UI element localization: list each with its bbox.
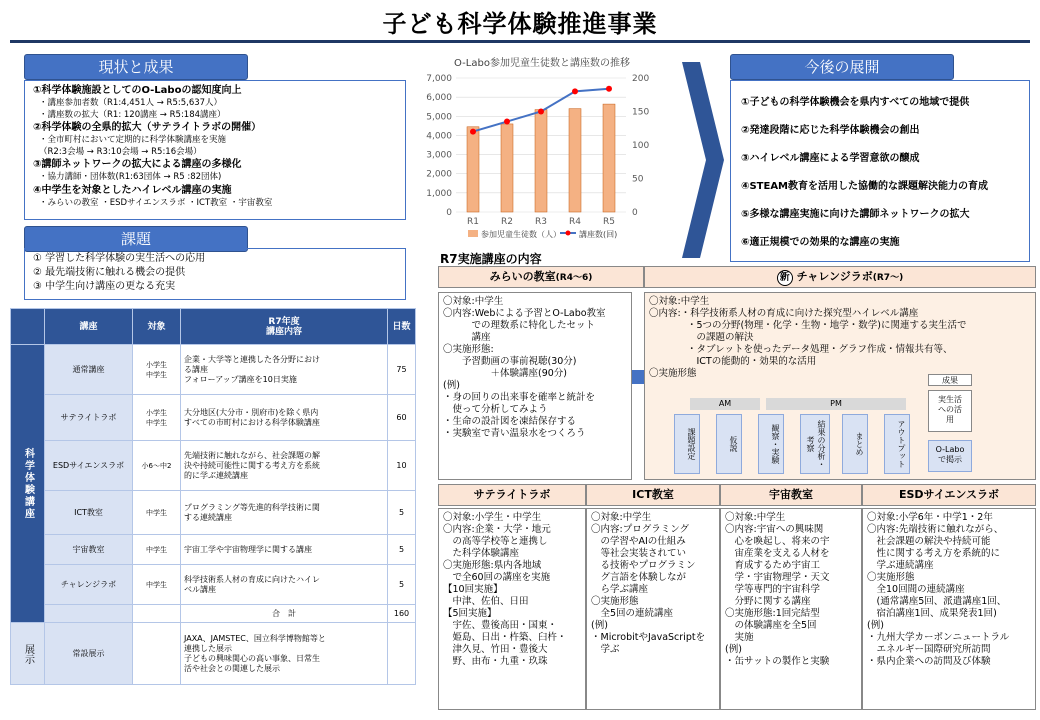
step-box: まとめ [842, 414, 868, 474]
status-line: ・全市町村において定期的に科学体験講座を実施 [39, 135, 227, 145]
y2-tick-label: 200 [632, 74, 650, 84]
table-cell-target: 小学生 中学生 [133, 345, 181, 395]
y-tick-label: 3,000 [426, 150, 452, 161]
future-item: ①子どもの科学体験機会を県内すべての地域で提供 [741, 97, 970, 108]
line-point [470, 129, 476, 135]
chart [412, 52, 672, 248]
y-tick-label: 4,000 [426, 131, 452, 142]
y2-tick-label: 150 [632, 107, 650, 118]
challenge-period: (R7～) [872, 273, 904, 283]
outcome-box: 実生活への活用 [928, 390, 972, 432]
table-cell-name: ICT教室 [45, 491, 133, 535]
table-row [11, 565, 416, 605]
table-header: 講座 [45, 309, 133, 345]
step-box: アウトプット [884, 414, 910, 474]
step-box: 観察・実験 [758, 414, 784, 474]
status-box [24, 80, 406, 220]
page-title: 子ども科学体験推進事業 [382, 10, 658, 38]
table-row [11, 395, 416, 441]
category-label: 展示 [11, 623, 45, 685]
line-point [504, 119, 510, 125]
status-line: ・講座参加者数（R1:4,451人 → R5:5,637人） [39, 98, 223, 108]
future-item: ③ハイレベル講座による学習意欲の醸成 [741, 153, 920, 164]
category-label: 科学体験講座 [11, 345, 45, 623]
future-item: ④STEAM教育を活用した協働的な課題解決能力の育成 [741, 181, 989, 192]
space-header: 宇宙教室 [720, 484, 862, 506]
legend-label: 講座数(回) [579, 230, 618, 239]
status-header: 現状と成果 [24, 54, 248, 80]
table-cell-name: ESDサイエンスラボ [45, 441, 133, 491]
bar [467, 127, 479, 212]
bar [535, 110, 547, 212]
line-point [538, 109, 544, 115]
status-line: ・みらいの教室 ・ESDサイエンスラボ ・ICT教室 ・宇宙教室 [39, 197, 273, 208]
challenge-body: 〇対象:中学生 〇内容:・科学技術系人材の育成に向けた探究型ハイレベル講座 ・5つの分野(物理・化学・生物・地学・数学)に関連する実生活で の課題の解決 ・タブレットを使ったデータ処理・グラフ作成・情報共有等、 ICTの能動的・効果的な活用 〇実施形態 [644, 292, 1036, 480]
table-corner [11, 309, 45, 345]
am-label: AM [690, 398, 760, 410]
table-cell-content: 大分地区(大分市・別府市)を除く県内 すべての市町村における科学体験講座 [181, 395, 388, 441]
table-header: 日数 [388, 309, 416, 345]
table-cell-target: 小学生 中学生 [133, 395, 181, 441]
future-box [730, 80, 1030, 262]
y2-tick-label: 0 [632, 208, 638, 218]
table-cell-name: 宇宙教室 [45, 535, 133, 565]
status-line: ・協力講師・団体数(R1:63団体 → R5 :82団体) [39, 172, 222, 182]
challenge-title: チャレンジラボ [796, 270, 873, 283]
y-tick-label: 7,000 [426, 74, 452, 84]
y2-tick-label: 50 [632, 174, 644, 185]
status-line: ①科学体験施設としてのO-Laboの認知度向上 [33, 85, 242, 96]
y-tick-label: 5,000 [426, 112, 452, 123]
status-line: ②科学体験の全県的拡大（サテライトラボの開催） [33, 122, 262, 133]
table-cell-days: 60 [388, 395, 416, 441]
table-cell-content: 科学技術系人材の育成に向けたハイレ ベル講座 [181, 565, 388, 605]
challenge-header [644, 266, 1036, 288]
y-tick-label: 6,000 [426, 93, 452, 104]
table-total-row [11, 605, 416, 623]
future-header: 今後の展開 [730, 54, 954, 80]
table-cell-name: 通常講座 [45, 345, 133, 395]
arrow-right-icon [680, 60, 726, 260]
table-row [11, 535, 416, 565]
r7-table [10, 308, 416, 685]
table-cell-content: 先端技術に触れながら、社会課題の解 決や持続可能性に関する考え方を系統 的に学ぶ連続講座 [181, 441, 388, 491]
bar [603, 104, 615, 212]
future-item: ⑤多様な講座実施に向けた講師ネットワークの拡大 [741, 209, 970, 220]
table-cell-days: 5 [388, 565, 416, 605]
mirai-title: みらいの教室 [489, 270, 556, 283]
mirai-period: (R4～6) [555, 273, 593, 283]
chart-title: O-Labo参加児童生徒数と講座数の推移 [454, 58, 630, 69]
y-tick-label: 1,000 [426, 188, 452, 199]
x-tick-label: R2 [501, 217, 513, 227]
table-cell-target: 小6～中2 [133, 441, 181, 491]
y2-tick-label: 100 [632, 141, 650, 151]
table-row [11, 491, 416, 535]
table-cell-target: 中学生 [133, 565, 181, 605]
mirai-body: 〇対象:中学生 〇内容:Webによる予習とO-Labo教室 での理数系に特化したセット 講座 〇実施形態: 予習動画の事前視聴(30分) ＋体験講座(90分) (例) ・身の回りの出来事を確率と統計を 使って分析してみよう ・生命の設計図を凍結保存する ・実験室で青い温泉水をつくろう [438, 292, 632, 480]
table-row [11, 441, 416, 491]
table-header: 対象 [133, 309, 181, 345]
table-cell-content: プログラミング等先進的科学技術に関 する連続講座 [181, 491, 388, 535]
step-box: 仮説 [716, 414, 742, 474]
issues-header: 課題 [24, 226, 248, 252]
legend-label: 参加児童生徒数（人） [481, 230, 561, 239]
bar [569, 109, 581, 212]
issue-item: ② 最先端技術に触れる機会の提供 [33, 267, 186, 278]
future-item: ⑥適正規模での効果的な講座の実施 [741, 237, 900, 248]
issue-item: ③ 中学生向け講座の更なる充実 [33, 281, 176, 292]
status-line: ③講師ネットワークの拡大による講座の多様化 [33, 159, 242, 170]
status-line: ・講座数の拡大（R1: 120講座 → R5:184講座） [39, 109, 226, 120]
table-cell-name: チャレンジラボ [45, 565, 133, 605]
x-tick-label: R3 [535, 217, 547, 227]
line-point [572, 88, 578, 94]
result-label: 成果 [928, 374, 972, 386]
legend-swatch [468, 230, 478, 237]
pm-label: PM [766, 398, 906, 410]
new-badge: 新 [777, 270, 793, 286]
y-tick-label: 2,000 [426, 169, 452, 180]
bar [501, 124, 513, 212]
ict-header: ICT教室 [586, 484, 720, 506]
table-row [11, 345, 416, 395]
line-point [606, 86, 612, 92]
r7-label: R7実施講座の内容 [440, 252, 542, 266]
table-cell-days: 5 [388, 491, 416, 535]
satellite-header: サテライトラボ [438, 484, 586, 506]
legend-marker [566, 231, 571, 236]
step-box: 課題設定 [674, 414, 700, 474]
table-header: R7年度 講座内容 [181, 309, 388, 345]
ict-body: 〇対象:中学生 〇内容:プログラミング の学習やAIの仕組み 等社会実装されてい る技術やプログラミン グ言語を体験しなが ら学ぶ講座 〇実施形態 全5回の連続講座 (例) ・MicrobitやJavaScriptを 学ぶ [586, 508, 720, 710]
x-tick-label: R4 [569, 217, 581, 227]
table-cell-content: 企業・大学等と連携した各分野におけ る講座 フォローアップ講座を10日実施 [181, 345, 388, 395]
satellite-body: 〇対象:小学生・中学生 〇内容:企業・大学・地元 の高等学校等と連携し た科学体験講座 〇実施形態:県内各地域 で全60回の講座を実施 【10回実施】 中津、佐伯、日田 【5回実施】 宇佐、豊後高田・国東・ 姫島、日出・杵築、臼杵・ 津久見、竹田・豊後大 野、由布・九重・玖珠 [438, 508, 586, 710]
esd-header: ESDサイエンスラボ [862, 484, 1036, 506]
status-line: （R2:3会場 → R3:10会場 → R5:16会場） [39, 146, 202, 157]
total-label: 合 計 [181, 605, 388, 623]
x-tick-label: R5 [603, 217, 615, 227]
table-cell-days: 5 [388, 535, 416, 565]
table-cell-days: 10 [388, 441, 416, 491]
table-cell-name: サテライトラボ [45, 395, 133, 441]
table-row [11, 623, 416, 685]
table-cell-name: 常設展示 [45, 623, 133, 685]
total-value: 160 [388, 605, 416, 623]
space-body: 〇対象:中学生 〇内容:宇宙への興味関 心を喚起し、将来の宇 宙産業を支える人材を 育成するため宇宙工 学・宇宙物理学・天文 学等専門的宇宙科学 分野に関する講座 〇実施形態:1回完結型 の体験講座を全5回 実施 (例) ・缶サットの製作と実験 [720, 508, 862, 710]
issue-item: ① 学習した科学体験の実生活への応用 [33, 253, 206, 264]
table-cell-days: 75 [388, 345, 416, 395]
status-line: ④中学生を対象としたハイレベル講座の実施 [33, 184, 232, 196]
y-tick-label: 0 [446, 208, 452, 218]
title-underline [10, 40, 1030, 43]
issues-box [24, 248, 406, 300]
future-item: ②発達段階に応じた科学体験機会の創出 [741, 125, 920, 136]
mirai-header [438, 266, 644, 288]
esd-body: 〇対象:小学6年・中学1・2年 〇内容:先端技術に触れながら、 社会課題の解決や持続可能 性に関する考え方を系統的に 学ぶ連続講座 〇実施形態 全10回間の連続講座 (通常講座5回、派遣講座1回、 宿泊講座1回、成果発表1回) (例) ・九州大学カーボンニュートラル エネルギー国際研究所訪問 ・県内企業への訪問及び体験 [862, 508, 1036, 710]
table-cell-target: 中学生 [133, 491, 181, 535]
step-box: 結果の分析・考察 [800, 414, 830, 474]
table-cell-content: JAXA、JAMSTEC、国立科学博物館等と 連携した展示 子どもの興味関心の高い事象、日常生 活や社会との関連した展示 [181, 623, 388, 685]
table-cell-content: 宇宙工学や宇宙物理学に関する講座 [181, 535, 388, 565]
outcome-box: O-Laboで掲示 [928, 440, 972, 472]
table-cell-target: 中学生 [133, 535, 181, 565]
x-tick-label: R1 [467, 217, 479, 227]
